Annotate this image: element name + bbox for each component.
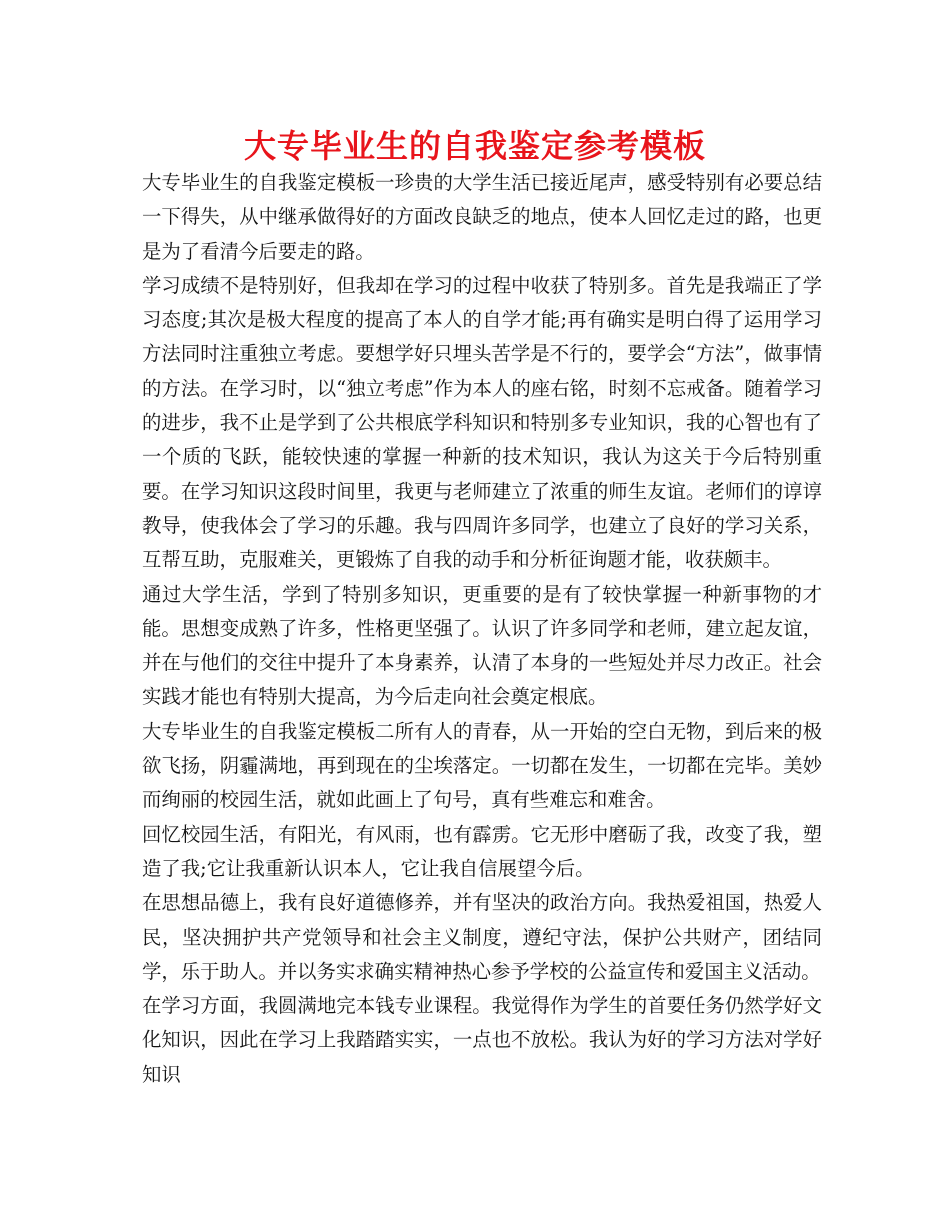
paragraph-6: 在思想品德上，我有良好道德修养，并有坚决的政治方向。我热爱祖国，热爱人民，坚决拥护共产党领导和社会主义制度，遵纪守法，保护公共财产，团结同学，乐于助人。并以务实求确实精神热心参予学校的公益宣传和爱国主义活动。 [142, 891, 822, 983]
paragraph-3: 通过大学生活，学到了特别多知识，更重要的是有了较快掌握一种新事物的才能。思想变成熟了许多，性格更坚强了。认识了许多同学和老师，建立起友谊，并在与他们的交往中提升了本身素养，认清了本身的一些短处并尽力改正。社会实践才能也有特别大提高，为今后走向社会奠定根底。 [142, 582, 822, 709]
paragraph-7: 在学习方面，我圆满地完本钱专业课程。我觉得作为学生的首要任务仍然学好文化知识，因此在学习上我踏踏实实，一点也不放松。我认为好的学习方法对学好知识 [142, 994, 822, 1086]
paragraph-4: 大专毕业生的自我鉴定模板二所有人的青春，从一开始的空白无物，到后来的极欲飞扬，阴霾满地，再到现在的尘埃落定。一切都在发生，一切都在完毕。美妙而绚丽的校园生活，就如此画上了句号，真有些难忘和难舍。 [142, 719, 822, 812]
document-body [142, 166, 822, 1092]
paragraph-1: 大专毕业生的自我鉴定模板一珍贵的大学生活已接近尾声，感受特别有必要总结一下得失，从中继承做得好的方面改良缺乏的地点，使本人回忆走过的路，也更是为了看清今后要走的路。 [142, 171, 822, 263]
paragraph-5: 回忆校园生活，有阳光，有风雨，也有霹雳。它无形中磨砺了我，改变了我，塑造了我;它让我重新认识本人，它让我自信展望今后。 [142, 822, 822, 880]
document-title: 大专毕业生的自我鉴定参考模板 [243, 127, 706, 165]
paragraph-2: 学习成绩不是特别好，但我却在学习的过程中收获了特别多。首先是我端正了学习态度;其次是极大程度的提高了本人的自学才能;再有确实是明白得了运用学习方法同时注重独立考虑。要想学好只埋头苦学是不行的，要学会“方法”，做事情的方法。在学习时，以“独立考虑”作为本人的座右铭，时刻不忘戒备。随着学习的进步，我不止是学到了公共根底学科知识和特别多专业知识，我的心智也有了一个质的飞跃，能较快速的掌握一种新的技术知识，我认为这关于今后特别重要。在学习知识这段时间里，我更与老师建立了浓重的师生友谊。老师们的谆谆教导，使我体会了学习的乐趣。我与四周许多同学，也建立了良好的学习关系，互帮互助，克服难关，更锻炼了自我的动手和分析征询题才能，收获颇丰。 [142, 273, 822, 572]
